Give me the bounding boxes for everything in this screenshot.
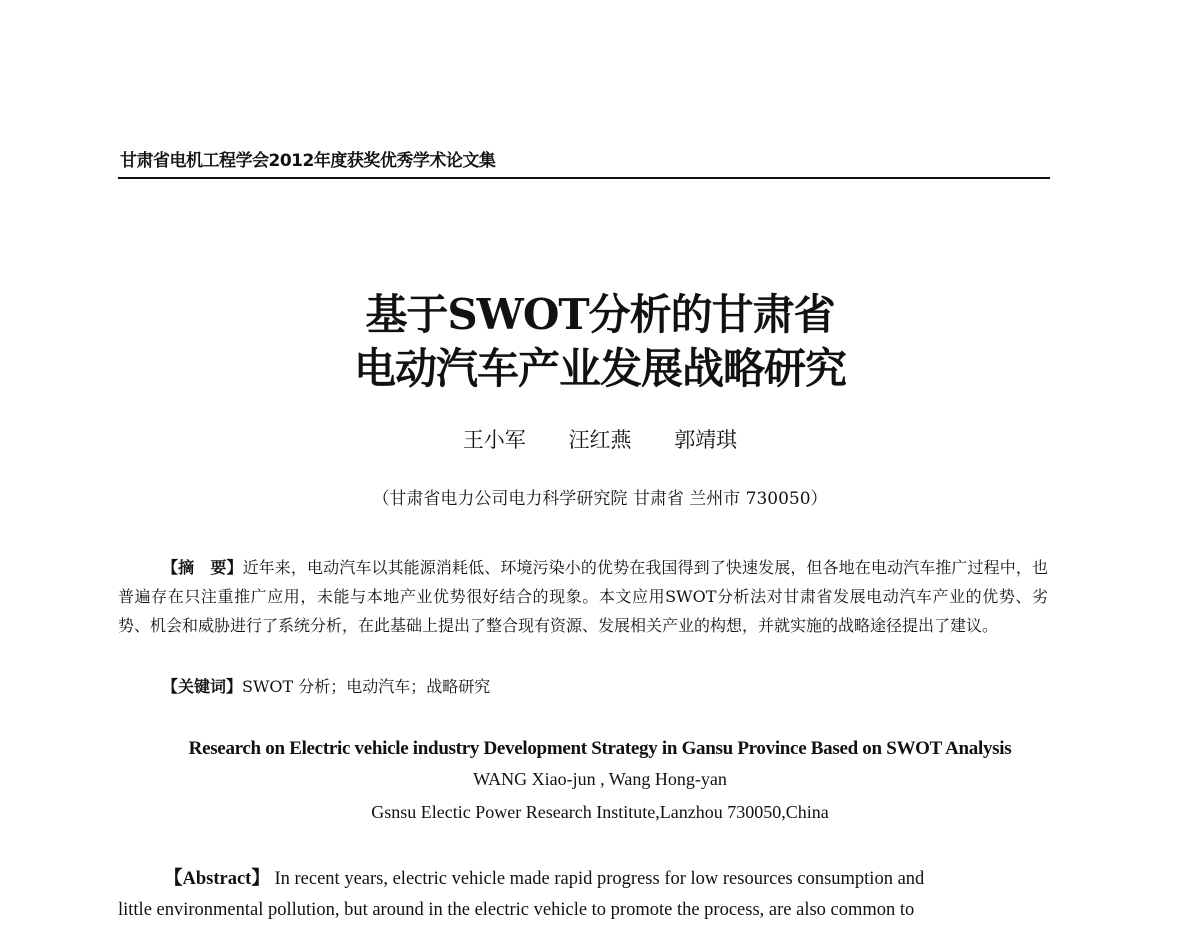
- paper-title: [0, 288, 1200, 396]
- english-affiliation: Gsnsu Electic Power Research Institute,Lanzhou 730050,China: [371, 802, 829, 822]
- english-abstract-line-2: little environmental pollution, but around in the electric vehicle to promote the process, are also common to: [118, 900, 915, 920]
- author-list: [0, 424, 1200, 454]
- english-title: Research on Electric vehicle industry Development Strategy in Gansu Province Based on SWOT Analysis: [188, 738, 1012, 759]
- keywords-label: 【关键词】: [162, 677, 243, 696]
- header-rule: [118, 177, 1050, 179]
- abstract-label: 【摘 要】: [162, 558, 243, 577]
- running-head: 甘肃省电机工程学会2012年度获奖优秀学术论文集: [120, 151, 496, 171]
- author-name: 郭靖琪: [674, 428, 738, 452]
- author-name: 王小军: [462, 428, 526, 452]
- english-abstract-line-1: In recent years, electric vehicle made rapid progress for low resources consumption and: [269, 869, 925, 889]
- title-line-2: 电动汽车产业发展战略研究: [353, 344, 846, 393]
- chinese-abstract: [118, 553, 1048, 640]
- author-affiliation: （甘肃省电力公司电力科学研究院 甘肃省 兰州市 730050）: [372, 489, 828, 509]
- chinese-keywords: [162, 674, 490, 697]
- abstract-text: 近年来，电动汽车以其能源消耗低、环境污染小的优势在我国得到了快速发展，但各地在电动汽车推广过程中，也普遍存在只注重推广应用，未能与本地产业优势很好结合的现象。本文应用SWOT分析法对甘肃省发展电动汽车产业的优势、劣势、机会和威胁进行了系统分析，在此基础上提出了整合现有资源、发展相关产业的构想，并就实施的战略途径提出了建议。: [118, 558, 1048, 635]
- keywords-text: SWOT 分析；电动汽车；战略研究: [242, 677, 491, 696]
- author-name: 汪红燕: [568, 428, 632, 452]
- english-abstract: [118, 864, 1046, 926]
- english-authors: WANG Xiao-jun , Wang Hong-yan: [473, 769, 727, 789]
- title-line-1: 基于SWOT分析的甘肃省: [365, 290, 835, 339]
- english-abstract-label: 【Abstract】: [164, 869, 270, 889]
